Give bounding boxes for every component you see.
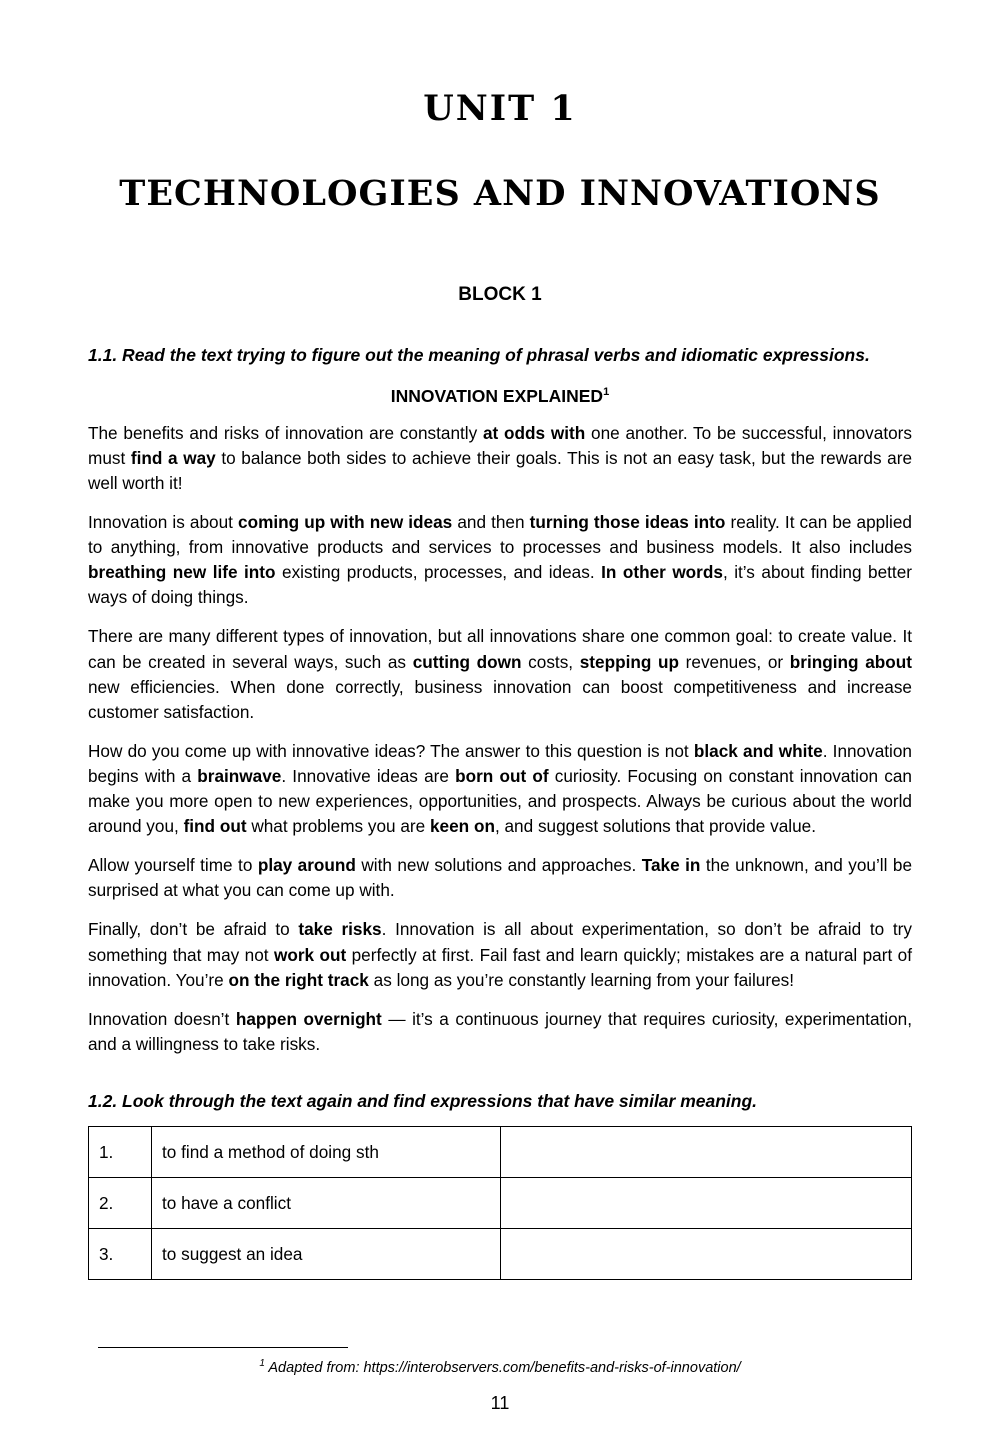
paragraph-1: The benefits and risks of innovation are constantly at odds with one another. To be successful, innovators must find a way to balance both sides to achieve their goals. This is not an easy task, but the rewards are well worth it! [88, 422, 913, 493]
block-title: BLOCK 1 [458, 284, 542, 305]
row-number: 3. [89, 1229, 152, 1280]
paragraph-2: Innovation is about coming up with new ideas and then turning those ideas into reality. It can be applied to anything, from innovative products and services to processes and business models. It also includes breathing new life into existing products, processes, and ideas. In other words, it’s about finding better ways of doing things. [88, 511, 912, 608]
footnote-area [88, 1347, 912, 1376]
paragraph-3: There are many different types of innovation, but all innovations share one common goal: to create value. It can be created in several ways, such as cutting down costs, stepping up revenues, or bringing about new efficiencies. When done correctly, business innovation can boost competitiveness and increase customer satisfaction. [88, 626, 912, 722]
page-number: 11 [490, 1393, 510, 1413]
task-1-1-heading: 1.1. Read the text trying to figure out the meaning of phrasal verbs and idiomatic expressions. [88, 345, 870, 365]
footnote-divider [98, 1347, 348, 1348]
row-answer-blank[interactable] [501, 1178, 912, 1229]
task-1-2-heading: 1.2. Look through the text again and find expressions that have similar meaning. [88, 1091, 758, 1112]
row-number: 2. [89, 1178, 152, 1229]
footnote-number: 1 [259, 1358, 265, 1370]
reading-text-title-label: INNOVATION EXPLAINED [390, 385, 604, 406]
footnote-text [88, 1358, 912, 1376]
reading-text-title [88, 386, 912, 407]
row-number: 1. [89, 1127, 152, 1178]
paragraph-7: Innovation doesn’t happen overnight — it’s a continuous journey that requires curiosity, experimentation, and a willingness to take risks. [88, 1008, 912, 1054]
row-answer-blank[interactable] [501, 1127, 912, 1178]
paragraph-4: How do you come up with innovative ideas? The answer to this question is not black and white. Innovation begins with a brainwave. Innovative ideas are born out of curiosity. Focusing on constant innovation can make you more open to new experiences, opportunities, and prospects. Always be curious about the world around you, find out what problems you are keen on, and suggest solutions that provide value. [88, 740, 912, 837]
table-row [89, 1229, 912, 1280]
paragraph-5: Allow yourself time to play around with new solutions and approaches. Take in the unknown, and you’ll be surprised at what you can come up with. [88, 855, 912, 901]
row-answer-blank[interactable] [501, 1229, 912, 1280]
row-phrase: to have a conflict [152, 1178, 501, 1229]
table-row [89, 1178, 912, 1229]
footnote-source: Adapted from: https://interobservers.com/benefits-and-risks-of-innovation/ [268, 1360, 741, 1376]
unit-title: UNIT 1 [423, 88, 577, 129]
footnote-marker: 1 [603, 385, 610, 398]
expressions-table [88, 1126, 912, 1280]
main-title: TECHNOLOGIES AND INNOVATIONS [119, 173, 881, 214]
paragraph-6: Finally, don’t be afraid to take risks. Innovation is all about experimentation, so don’t be afraid to try something that may not work out perfectly at first. Fail fast and learn quickly; mistakes are a natural part of innovation. You’re on the right track as long as you’re constantly learning from your failures! [88, 919, 912, 990]
table-row [89, 1127, 912, 1178]
row-phrase: to find a method of doing sth [152, 1127, 501, 1178]
row-phrase: to suggest an idea [152, 1229, 501, 1280]
